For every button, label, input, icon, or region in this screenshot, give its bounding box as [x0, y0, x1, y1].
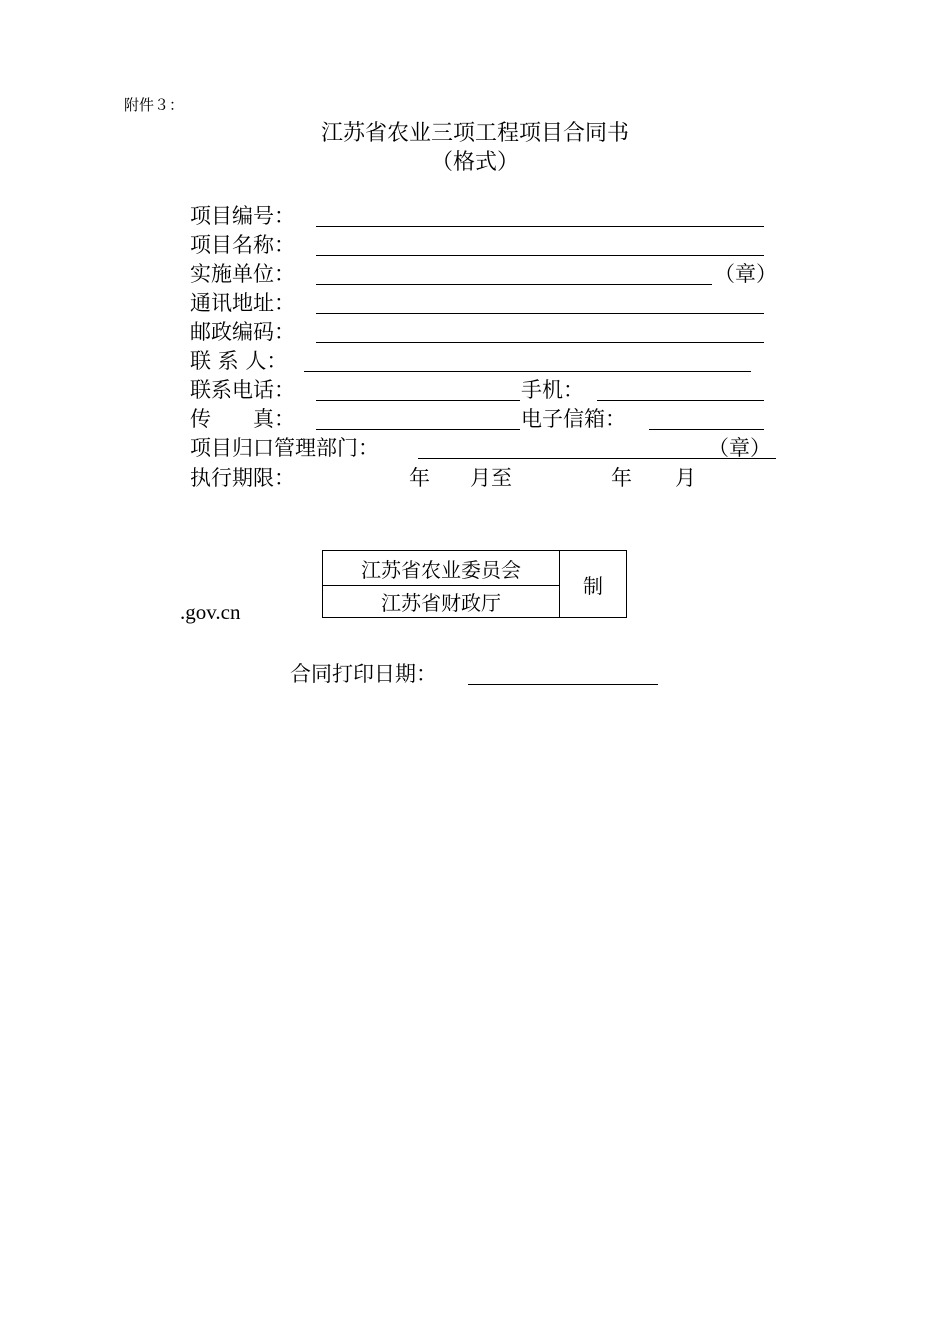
field-label: 实施单位： — [190, 262, 295, 286]
field-address — [190, 289, 770, 318]
print-date-label: 合同打印日期： — [290, 662, 437, 686]
mobile-label: 手机： — [521, 378, 584, 402]
gov-domain-text: .gov.cn — [180, 600, 241, 624]
period-year-end: 年 — [611, 466, 632, 490]
fill-line-phone[interactable] — [316, 400, 520, 401]
field-label: 项目名称： — [190, 233, 295, 257]
field-label: 项目归口管理部门： — [190, 436, 379, 460]
print-date-field — [290, 660, 437, 689]
email-label: 电子信箱： — [521, 407, 626, 431]
seal-mark: （章） — [714, 262, 777, 286]
fill-line-fax[interactable] — [316, 429, 520, 430]
issuer-agriculture-committee: 江苏省农业委员会 — [323, 551, 560, 586]
field-label: 项目编号： — [190, 204, 295, 228]
field-contact — [190, 347, 770, 376]
fill-line-email[interactable] — [649, 429, 764, 430]
field-label: 联系电话： — [190, 378, 295, 402]
period-year-start: 年 — [409, 466, 430, 490]
issuer-finance-department: 江苏省财政厅 — [323, 586, 560, 618]
field-fax — [190, 405, 770, 434]
field-label: 联 系 人： — [190, 349, 288, 373]
attachment-label: 附件３： — [124, 96, 185, 114]
document-subtitle: （格式） — [430, 150, 519, 175]
period-month-to: 月至 — [470, 466, 512, 490]
field-impl-unit — [190, 260, 790, 289]
field-postcode — [190, 318, 770, 347]
field-dept — [190, 434, 790, 463]
field-project-no — [190, 202, 770, 231]
dept-seal-mark: （章） — [708, 436, 771, 460]
field-label: 传 真： — [190, 407, 295, 431]
issuer-table — [322, 550, 627, 618]
fill-line-project-name[interactable] — [316, 255, 764, 256]
field-phone — [190, 376, 770, 405]
fill-line-print-date[interactable] — [468, 684, 658, 685]
field-label: 邮政编码： — [190, 320, 295, 344]
period-month-end: 月 — [675, 466, 696, 490]
field-period — [190, 464, 770, 493]
field-project-name — [190, 231, 770, 260]
issuer-made-by: 制 — [560, 551, 627, 618]
fill-line-address[interactable] — [316, 313, 764, 314]
field-label: 执行期限： — [190, 466, 295, 490]
fill-line-impl-unit[interactable] — [316, 284, 712, 285]
fill-line-contact[interactable] — [304, 371, 751, 372]
fill-line-project-no[interactable] — [316, 226, 764, 227]
fill-line-mobile[interactable] — [597, 400, 764, 401]
field-label: 通讯地址： — [190, 291, 295, 315]
fill-line-postcode[interactable] — [316, 342, 764, 343]
document-title: 江苏省农业三项工程项目合同书 — [320, 121, 629, 146]
